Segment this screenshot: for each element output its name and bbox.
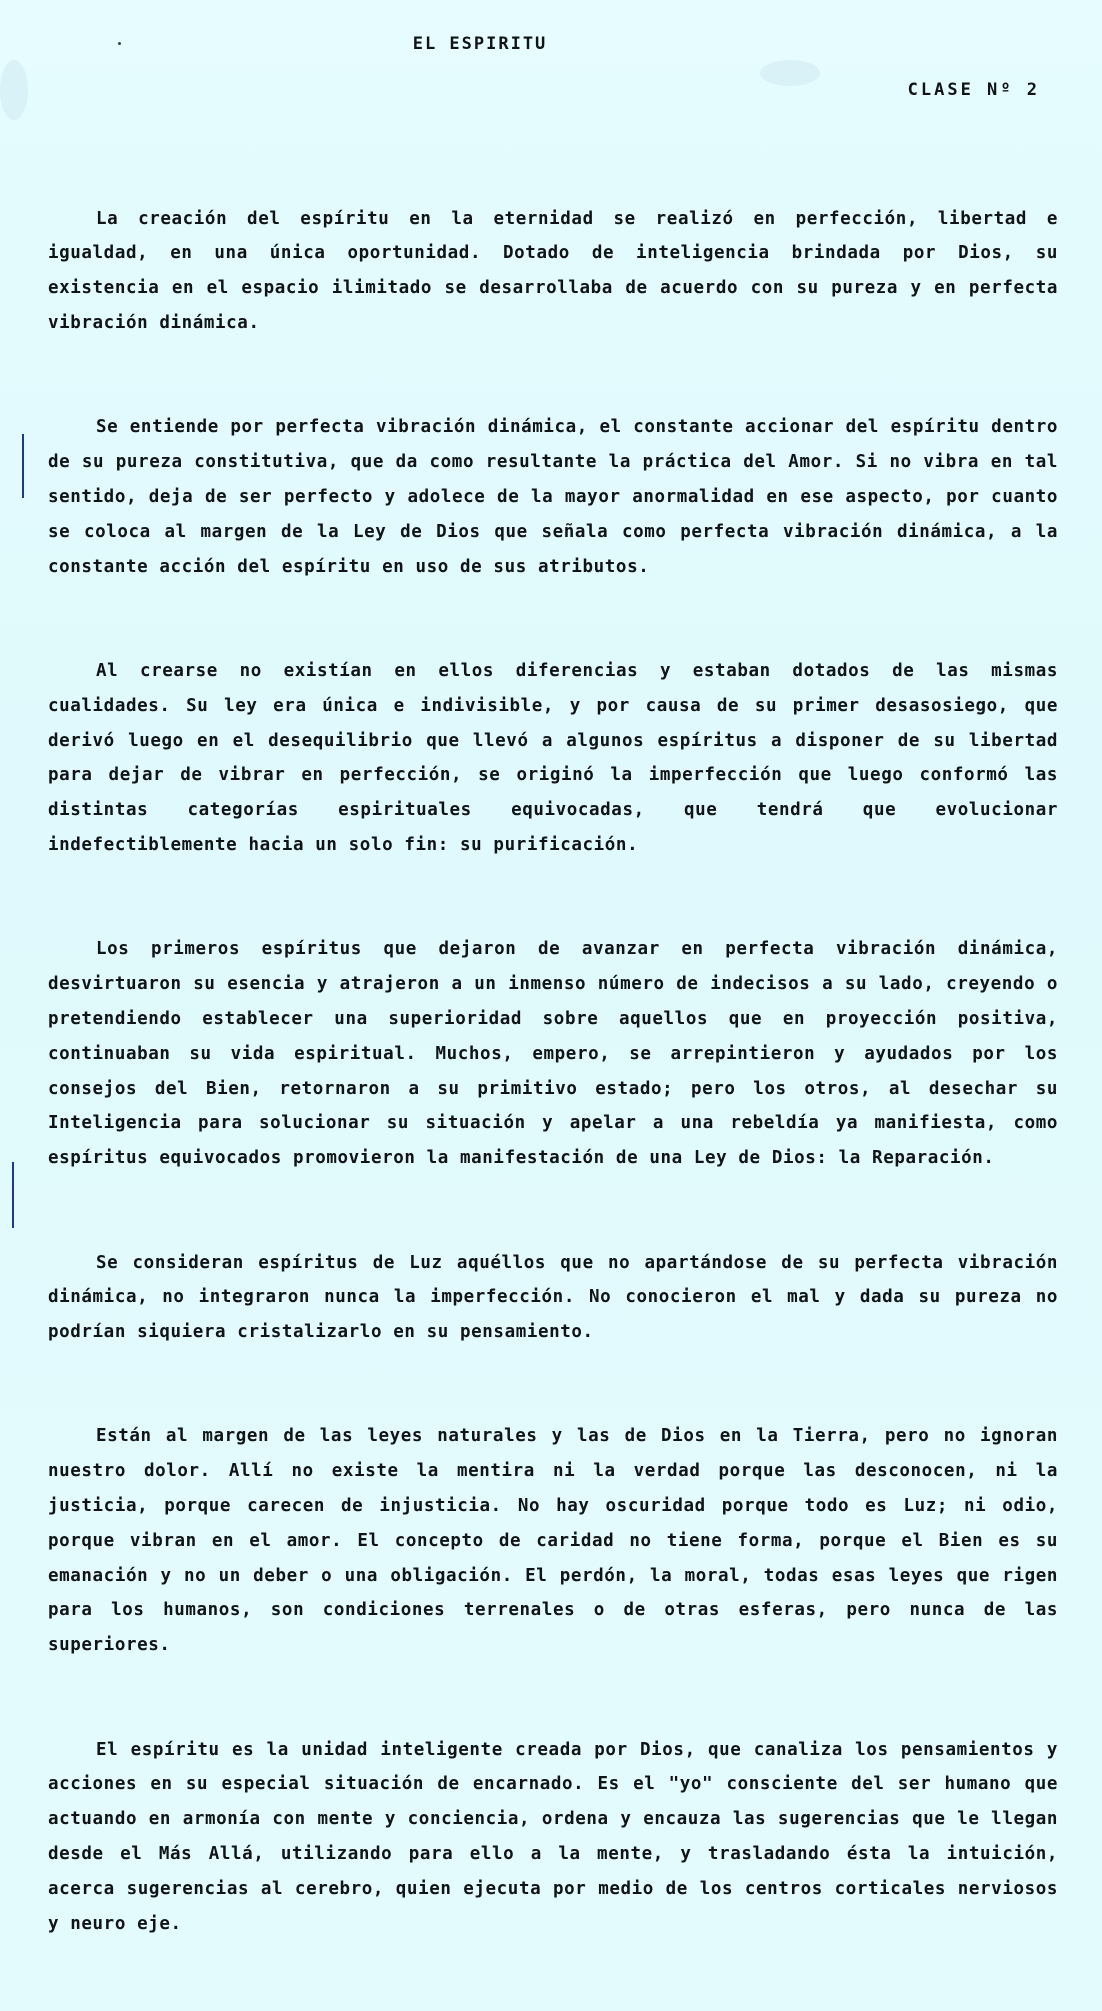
margin-ink-mark	[12, 1162, 14, 1228]
paper-stain	[760, 60, 820, 86]
document-body	[48, 132, 1070, 2011]
paragraph: El espíritu es la unidad inteligente creada por Dios, que canaliza los pensamientos y acciones en su especial situación de encarnado. Es el "yo" consciente del ser humano que actuando en armonía con mente y conciencia, ordena y encauza las sugerencias que le llegan desde el Más Allá, utilizando para ello a la mente, y trasladando ésta la intuición, acerca sugerencias al cerebro, quien ejecuta por medio de los centros corticales nerviosos y neuro eje.	[48, 1739, 1070, 1934]
paragraph: La creación del espíritu en la eternidad se realizó en perfección, libertad e igualdad, en una única oportunidad. Dotado de inteligencia brindada por Dios, su existencia en el espacio ilimitado se desarrollaba de acuerdo con su pureza y en perfecta vibración dinámica.	[48, 208, 1070, 333]
class-number-label: CLASE Nº 2	[907, 80, 1040, 100]
paragraph: Se entiende por perfecta vibración dinámica, el constante accionar del espíritu dentro de su pureza constitutiva, que da como resultante la práctica del Amor. Si no vibra en tal sentido, deja de ser perfecto y adolece de la mayor anormalidad en ese aspecto, por cuanto se coloca al margen de la Ley de Dios que señala como perfecta vibración dinámica, a la constante acción del espíritu en uso de sus atributos.	[48, 417, 1070, 577]
paragraph: Al crearse no existían en ellos diferencias y estaban dotados de las mismas cualidades. Su ley era única e indivisible, y por causa de su primer desasosiego, que derivó luego en el desequilibrio que llevó a algunos espíritus a disponer de su libertad para dejar de vibrar en perfección, se originó la imperfección que luego conformó las distintas categorías espirituales equivocadas, que tendrá que evolucionar indefectiblemente hacia un solo fin: su purificación.	[48, 660, 1070, 855]
paragraph: Están al margen de las leyes naturales y las de Dios en la Tierra, pero no ignoran nuestro dolor. Allí no existe la mentira ni la verdad porque las desconocen, ni la justicia, porque carecen de injusticia. No hay oscuridad porque todo es Luz; ni odio, porque vibran en el amor. El concepto de caridad no tiene forma, porque el Bien es su emanación y no un deber o una obligación. El perdón, la moral, todas esas leyes que rigen para los humanos, son condiciones terrenales o de otras esferas, pero nunca de las superiores.	[48, 1426, 1070, 1656]
paper-stain	[0, 60, 28, 120]
margin-ink-mark	[22, 434, 24, 498]
document-title: EL ESPIRITU	[412, 34, 548, 54]
paragraph: Los primeros espíritus que dejaron de avanzar en perfecta vibración dinámica, desvirtuaron su esencia y atrajeron a un inmenso número de indecisos a su lado, creyendo o pretendiendo establecer una superioridad sobre aquellos que en proyección positiva, continuaban su vida espiritual. Muchos, empero, se arrepintieron y ayudados por los consejos del Bien, retornaron a su primitivo estado; pero los otros, al desechar su Inteligencia para solucionar su situación y apelar a una rebeldía ya manifiesta, como espíritus equivocados promovieron la manifestación de una Ley de Dios: la Reparación.	[48, 939, 1070, 1169]
paragraph: Se consideran espíritus de Luz aquéllos que no apartándose de su perfecta vibración dinámica, no integraron nunca la imperfección. No conocieron el mal y dada su pureza no podrían siquiera cristalizarlo en su pensamiento.	[48, 1252, 1070, 1343]
